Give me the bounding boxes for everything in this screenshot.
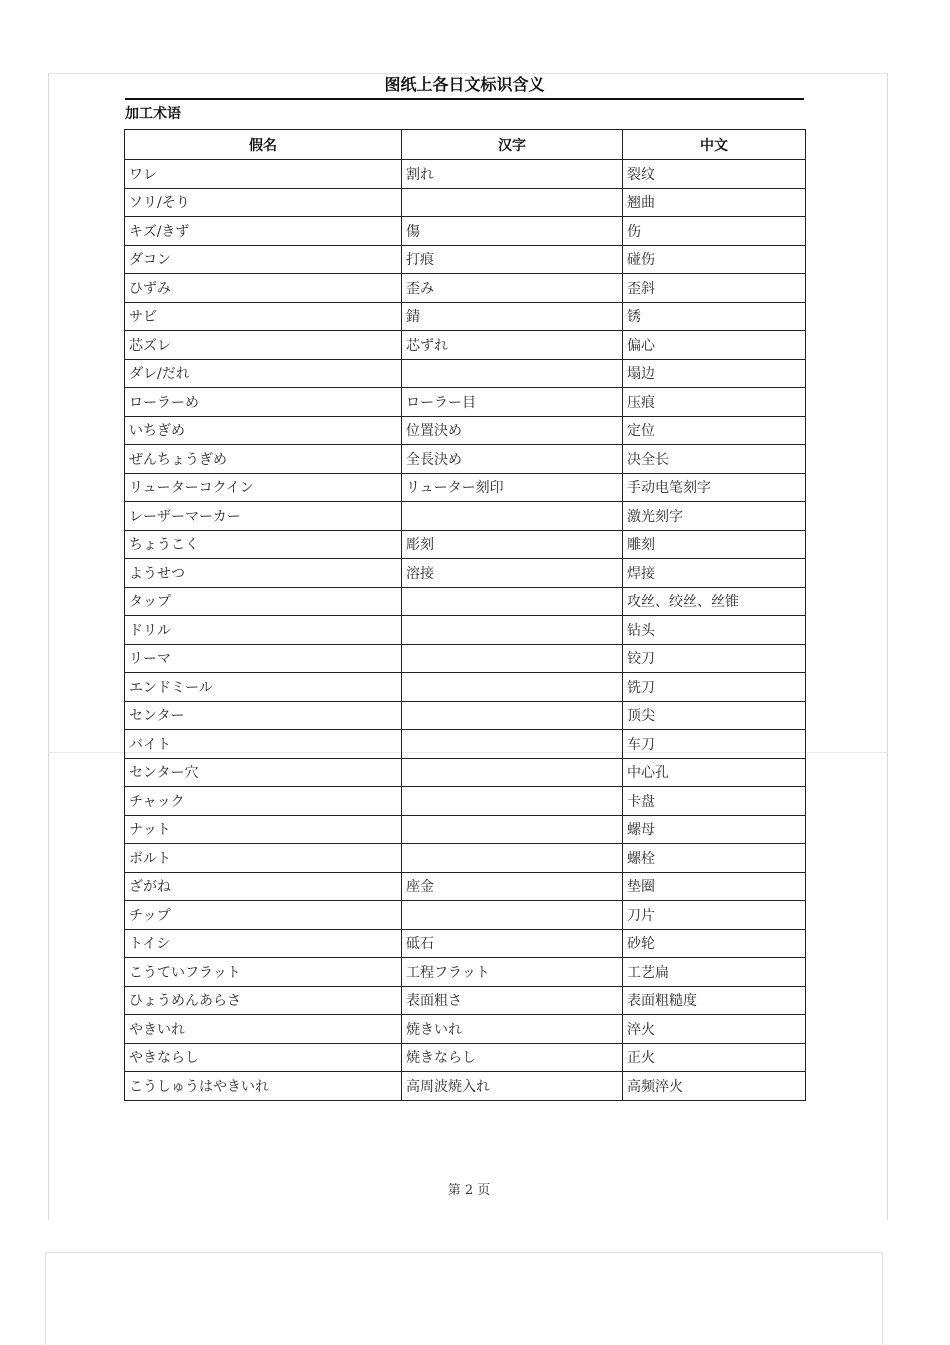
cell-kana: リューターコクイン	[125, 473, 402, 502]
table-row	[125, 502, 806, 531]
table-row	[125, 388, 806, 417]
cell-kana: タップ	[125, 587, 402, 616]
cell-kanji: 傷	[402, 217, 623, 246]
header-chinese: 中文	[623, 130, 806, 160]
cell-kana: リーマ	[125, 644, 402, 673]
cell-chinese: 淬火	[623, 1015, 806, 1044]
table-row	[125, 844, 806, 873]
cell-chinese: 塌边	[623, 359, 806, 388]
table-row	[125, 274, 806, 303]
page-number: 第 2 页	[447, 1183, 491, 1198]
cell-kanji	[402, 188, 623, 217]
cell-chinese: 垫圈	[623, 872, 806, 901]
cell-kanji	[402, 359, 623, 388]
cell-kana: やきならし	[125, 1043, 402, 1072]
cell-chinese: 正火	[623, 1043, 806, 1072]
table-row	[125, 1072, 806, 1101]
cell-chinese: 锈	[623, 302, 806, 331]
table-row	[125, 758, 806, 787]
header-kanji: 汉字	[402, 130, 623, 160]
cell-kana: ひずみ	[125, 274, 402, 303]
cell-kanji: 歪み	[402, 274, 623, 303]
cell-chinese: 手动电笔刻字	[623, 473, 806, 502]
table-row	[125, 559, 806, 588]
table-row	[125, 416, 806, 445]
cell-kana: チャック	[125, 787, 402, 816]
cell-kana: エンドミール	[125, 673, 402, 702]
table-row	[125, 730, 806, 759]
cell-chinese: 顶尖	[623, 701, 806, 730]
cell-kanji: リューター刻印	[402, 473, 623, 502]
cell-chinese: 卡盘	[623, 787, 806, 816]
cell-kanji: 溶接	[402, 559, 623, 588]
cell-chinese: 螺栓	[623, 844, 806, 873]
cell-chinese: 铰刀	[623, 644, 806, 673]
table-row	[125, 530, 806, 559]
header-kana: 假名	[125, 130, 402, 160]
table-row	[125, 302, 806, 331]
cell-kanji: 高周波焼入れ	[402, 1072, 623, 1101]
table-row	[125, 872, 806, 901]
cell-chinese: 螺母	[623, 815, 806, 844]
table-row	[125, 929, 806, 958]
cell-kana: センター	[125, 701, 402, 730]
cell-chinese: 激光刻字	[623, 502, 806, 531]
cell-kana: センター穴	[125, 758, 402, 787]
cell-kanji	[402, 815, 623, 844]
cell-chinese: 工艺扁	[623, 958, 806, 987]
cell-chinese: 钻头	[623, 616, 806, 645]
cell-kana: ソリ/そり	[125, 188, 402, 217]
cell-kanji: 表面粗さ	[402, 986, 623, 1015]
cell-chinese: 碰伤	[623, 245, 806, 274]
cell-kanji	[402, 730, 623, 759]
cell-chinese: 裂纹	[623, 160, 806, 189]
section-label: 加工术语	[125, 106, 181, 122]
cell-kanji: 全長決め	[402, 445, 623, 474]
table-row	[125, 901, 806, 930]
cell-chinese: 雕刻	[623, 530, 806, 559]
cell-chinese: 表面粗糙度	[623, 986, 806, 1015]
cell-kanji: 彫刻	[402, 530, 623, 559]
cell-kanji: 位置決め	[402, 416, 623, 445]
table-row	[125, 1015, 806, 1044]
cell-chinese: 伤	[623, 217, 806, 246]
table-row	[125, 160, 806, 189]
cell-kana: ひょうめんあらさ	[125, 986, 402, 1015]
cell-kanji: 錆	[402, 302, 623, 331]
table-row	[125, 815, 806, 844]
cell-kana: ナット	[125, 815, 402, 844]
table-row	[125, 986, 806, 1015]
cell-chinese: 中心孔	[623, 758, 806, 787]
cell-kana: チップ	[125, 901, 402, 930]
cell-kana: ボルト	[125, 844, 402, 873]
document-title: 图纸上各日文标识含义	[125, 74, 804, 100]
cell-kanji: 焼きいれ	[402, 1015, 623, 1044]
cell-chinese: 车刀	[623, 730, 806, 759]
cell-chinese: 决全长	[623, 445, 806, 474]
cell-kana: バイト	[125, 730, 402, 759]
cell-kana: ワレ	[125, 160, 402, 189]
cell-kana: ダレ/だれ	[125, 359, 402, 388]
table-row	[125, 673, 806, 702]
cell-chinese: 歪斜	[623, 274, 806, 303]
table-row	[125, 616, 806, 645]
cell-chinese: 翘曲	[623, 188, 806, 217]
table-row	[125, 245, 806, 274]
cell-kanji: 座金	[402, 872, 623, 901]
table-row	[125, 217, 806, 246]
cell-chinese: 攻丝、绞丝、丝锥	[623, 587, 806, 616]
cell-chinese: 焊接	[623, 559, 806, 588]
table-row	[125, 644, 806, 673]
cell-chinese: 高频淬火	[623, 1072, 806, 1101]
cell-kanji	[402, 844, 623, 873]
cell-kanji	[402, 901, 623, 930]
table-row	[125, 473, 806, 502]
cell-kana: ちょうこく	[125, 530, 402, 559]
cell-kana: ローラーめ	[125, 388, 402, 417]
cell-kana: 芯ズレ	[125, 331, 402, 360]
table-row	[125, 587, 806, 616]
cell-kana: サビ	[125, 302, 402, 331]
cell-kana: やきいれ	[125, 1015, 402, 1044]
cell-kanji	[402, 787, 623, 816]
next-page-edge	[45, 1252, 883, 1345]
cell-kanji: 焼きならし	[402, 1043, 623, 1072]
cell-chinese: 偏心	[623, 331, 806, 360]
cell-kana: レーザーマーカー	[125, 502, 402, 531]
cell-kanji	[402, 616, 623, 645]
cell-kanji: 芯ずれ	[402, 331, 623, 360]
table-row	[125, 787, 806, 816]
cell-kanji: 打痕	[402, 245, 623, 274]
cell-kanji	[402, 587, 623, 616]
cell-chinese: 铣刀	[623, 673, 806, 702]
cell-kanji	[402, 644, 623, 673]
table-row	[125, 331, 806, 360]
cell-kanji	[402, 701, 623, 730]
cell-kanji	[402, 502, 623, 531]
cell-kana: トイシ	[125, 929, 402, 958]
terms-table-body	[125, 160, 806, 1101]
cell-chinese: 压痕	[623, 388, 806, 417]
cell-kana: ぜんちょうぎめ	[125, 445, 402, 474]
cell-kanji: 割れ	[402, 160, 623, 189]
cell-kanji: 工程フラット	[402, 958, 623, 987]
cell-kana: ようせつ	[125, 559, 402, 588]
table-row	[125, 188, 806, 217]
terms-table	[124, 129, 806, 1101]
cell-kana: キズ/きず	[125, 217, 402, 246]
table-header-row	[125, 130, 806, 160]
table-row	[125, 445, 806, 474]
cell-kanji: ローラー目	[402, 388, 623, 417]
cell-kana: いちぎめ	[125, 416, 402, 445]
cell-kana: ドリル	[125, 616, 402, 645]
table-row	[125, 1043, 806, 1072]
cell-kanji: 砥石	[402, 929, 623, 958]
cell-kana: こうしゅうはやきいれ	[125, 1072, 402, 1101]
cell-chinese: 砂轮	[623, 929, 806, 958]
cell-kana: ダコン	[125, 245, 402, 274]
table-row	[125, 701, 806, 730]
cell-chinese: 定位	[623, 416, 806, 445]
table-row	[125, 958, 806, 987]
cell-kanji	[402, 673, 623, 702]
cell-kanji	[402, 758, 623, 787]
cell-kana: ざがね	[125, 872, 402, 901]
cell-kana: こうていフラット	[125, 958, 402, 987]
table-row	[125, 359, 806, 388]
cell-chinese: 刀片	[623, 901, 806, 930]
